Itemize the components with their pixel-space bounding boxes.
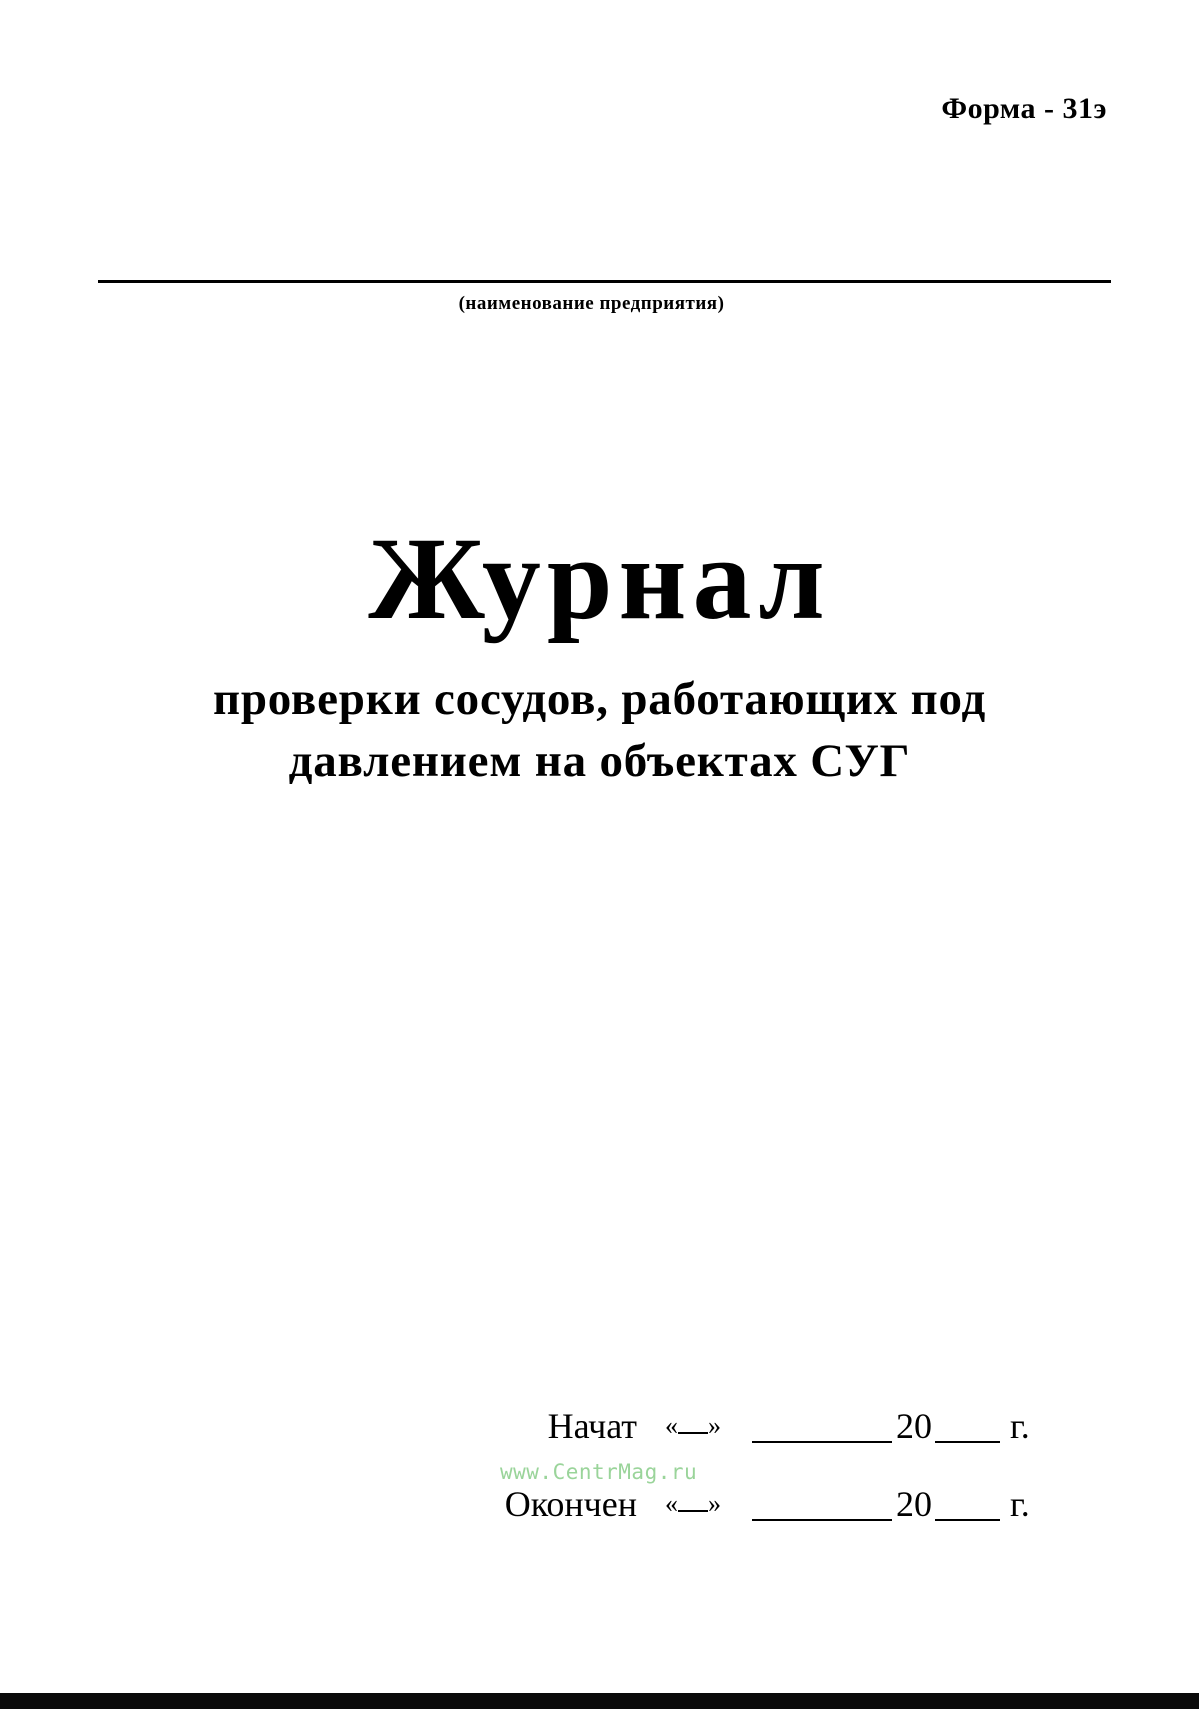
enterprise-caption: (наименование предприятия) <box>458 293 725 314</box>
enterprise-name-line <box>98 280 1111 283</box>
journal-subtitle <box>0 668 1199 792</box>
end-year-blank <box>935 1519 1000 1521</box>
end-year-suffix: г. <box>1010 1484 1030 1524</box>
end-date-row <box>470 1483 1090 1533</box>
start-day-blank <box>678 1412 708 1434</box>
end-date-label: Окончен <box>504 1484 637 1524</box>
open-quote: « <box>665 1411 678 1440</box>
watermark: www.CentrMag.ru <box>500 1460 698 1484</box>
bottom-edge-band <box>0 1693 1199 1709</box>
close-quote: » <box>708 1411 721 1440</box>
enterprise-caption-wrapper <box>0 293 1199 315</box>
start-year-suffix: г. <box>1010 1406 1030 1446</box>
form-number: Форма - 31э <box>941 92 1107 125</box>
start-day-field <box>665 1411 721 1441</box>
end-day-field <box>665 1489 721 1519</box>
end-year-prefix: 20 <box>896 1484 932 1524</box>
start-date-row <box>470 1405 1090 1455</box>
start-month-blank <box>752 1441 892 1443</box>
end-day-blank <box>678 1490 708 1512</box>
close-quote: » <box>708 1489 721 1518</box>
start-year-prefix: 20 <box>896 1406 932 1446</box>
start-date-label: Начат <box>547 1406 637 1446</box>
journal-title: Журнал <box>368 513 831 644</box>
end-month-blank <box>752 1519 892 1521</box>
open-quote: « <box>665 1489 678 1518</box>
start-year-blank <box>935 1441 1000 1443</box>
subtitle-line-2: давлением на объектах СУГ <box>288 735 911 787</box>
subtitle-line-1: проверки сосудов, работающих под <box>212 673 987 725</box>
